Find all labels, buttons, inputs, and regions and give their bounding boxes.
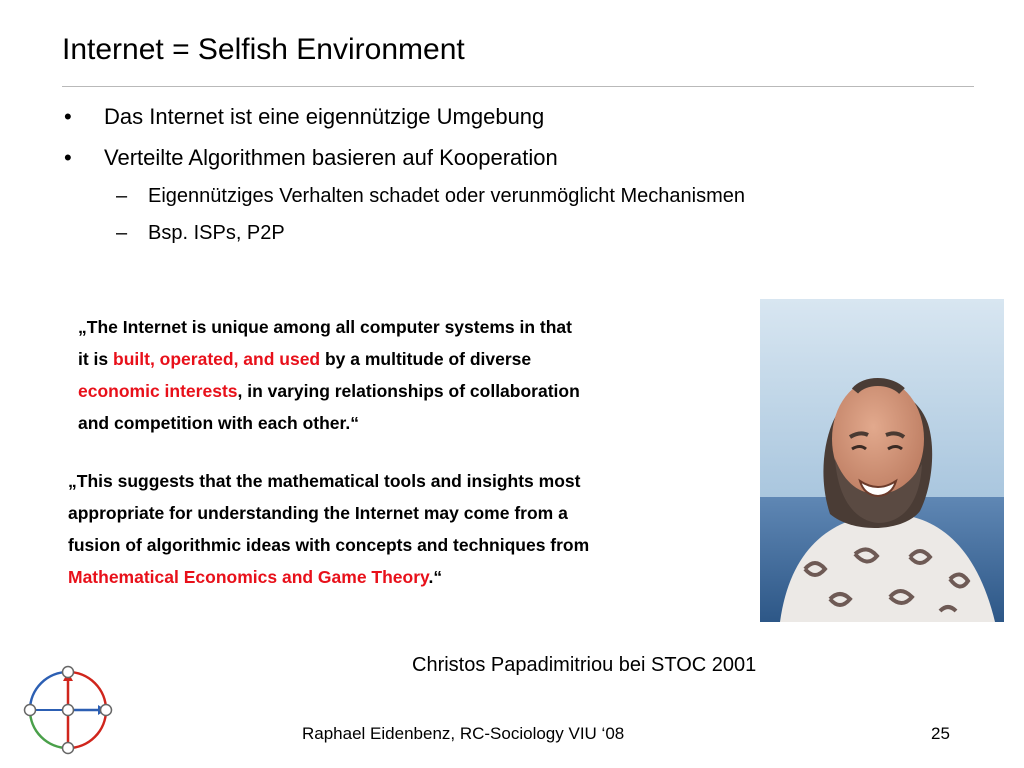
quote-highlight: Mathematical Economics and Game Theory bbox=[68, 567, 429, 587]
quote-text: it is bbox=[78, 349, 114, 369]
quote-line: „The Internet is unique among all computer systems in that bbox=[78, 317, 572, 337]
bullet-text: Verteilte Algorithmen basieren auf Kooperation bbox=[104, 145, 558, 170]
logo-graph-drawing bbox=[22, 664, 114, 756]
quote-text: by a multitude of diverse bbox=[320, 349, 532, 369]
photo-caption: Christos Papadimitriou bei STOC 2001 bbox=[412, 654, 757, 676]
sub-bullet-marker: – bbox=[116, 222, 128, 244]
page-number: 25 bbox=[931, 724, 950, 743]
quote-line: appropriate for understanding the Internet may come from a bbox=[68, 503, 568, 523]
quote-mathematical-tools bbox=[68, 465, 589, 593]
quote-text: , in varying relationships of collaboration bbox=[237, 381, 580, 401]
quote-line: and competition with each other.“ bbox=[78, 413, 359, 433]
slide-title: Internet = Selfish Environment bbox=[62, 33, 465, 66]
sub-bullet-text: Eigennütziges Verhalten schadet oder verunmöglicht Mechanismen bbox=[148, 185, 746, 207]
bullet-marker: • bbox=[64, 104, 72, 129]
sub-bullet-text: Bsp. ISPs, P2P bbox=[148, 222, 285, 244]
quote-highlight: economic interests bbox=[78, 381, 238, 401]
quote-line bbox=[68, 561, 589, 593]
sub-bullet-marker: – bbox=[116, 185, 128, 207]
quote-line: „This suggests that the mathematical tools and insights most bbox=[68, 471, 581, 491]
quote-internet-unique bbox=[78, 311, 580, 439]
quote-line bbox=[78, 375, 580, 407]
quote-line: fusion of algorithmic ideas with concepts and techniques from bbox=[68, 535, 590, 555]
portrait-illustration bbox=[760, 299, 1004, 622]
quote-highlight: built, operated, and used bbox=[113, 349, 321, 369]
bullet-marker: • bbox=[64, 145, 72, 170]
quote-text: .“ bbox=[428, 567, 443, 587]
portrait-photo bbox=[760, 299, 1004, 622]
slide-footer: Raphael Eidenbenz, RC-Sociology VIU ‘08 bbox=[302, 724, 625, 743]
logo-graph-icon bbox=[22, 664, 114, 756]
title-divider bbox=[62, 86, 974, 87]
bullet-text: Das Internet ist eine eigennützige Umgebung bbox=[104, 104, 545, 129]
quote-line bbox=[78, 343, 580, 375]
